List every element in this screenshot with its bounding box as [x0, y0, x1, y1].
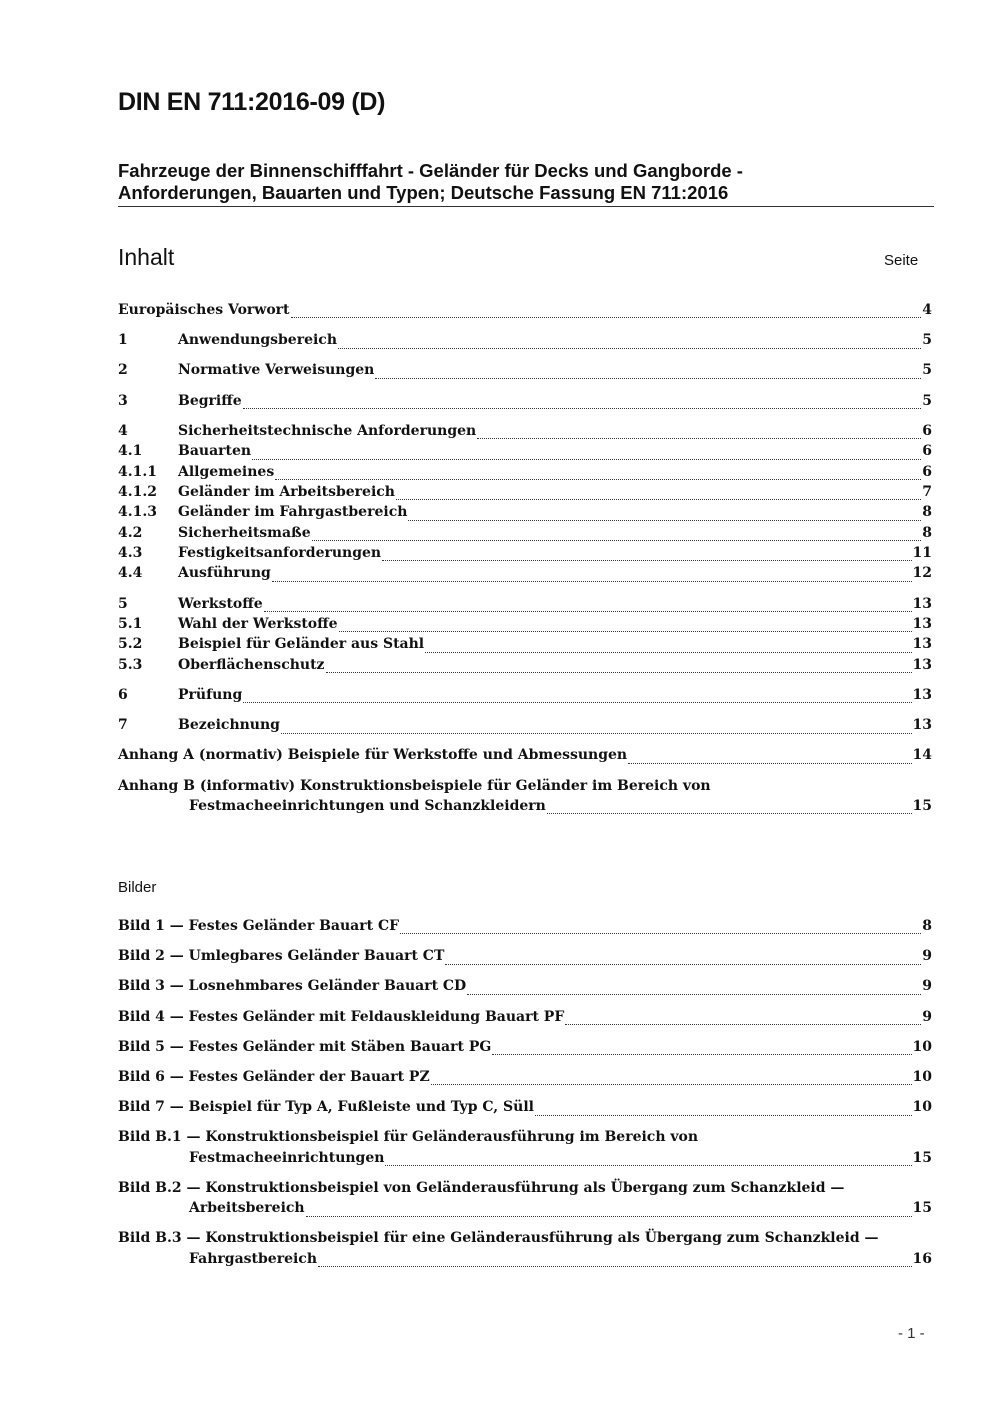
toc-entry-number: 5.2: [118, 636, 143, 653]
page-column-label: Seite: [884, 252, 919, 269]
dot-leader: [243, 407, 922, 409]
dot-leader: [264, 610, 912, 612]
figure-entry-page: 15: [912, 1200, 932, 1217]
toc-entry-number: 4.2: [118, 524, 143, 541]
figure-entry-page: 8: [922, 918, 932, 934]
figure-entry[interactable]: [118, 1099, 932, 1119]
figure-entry-title: Bild 1 — Festes Geländer Bauart CF: [118, 918, 400, 934]
toc-entry-page: 5: [922, 392, 932, 409]
toc-entry-page: 11: [912, 545, 932, 562]
figure-entry[interactable]: [118, 1180, 932, 1221]
figure-entry-title-cont: Fahrgastbereich: [189, 1250, 318, 1267]
toc-entry-page: 6: [922, 443, 932, 460]
figure-entry-title: Bild 6 — Festes Geländer der Bauart PZ: [118, 1068, 430, 1085]
figure-entry-title: Bild 5 — Festes Geländer mit Stäben Bauart PG: [118, 1038, 492, 1055]
dot-leader: [467, 993, 921, 995]
toc-entry[interactable]: [118, 687, 932, 707]
dot-leader: [431, 1083, 912, 1085]
toc-entry-page: 13: [912, 595, 932, 612]
toc-entry[interactable]: [118, 525, 932, 545]
figure-entry-title: Bild B.3 — Konstruktionsbeispiel für eine Geländerausführung als Übergang zum Schanzkleid —: [118, 1230, 879, 1247]
toc-entry[interactable]: [118, 636, 932, 656]
toc-entry-title: Anhang B (informativ) Konstruktionsbeispiele für Geländer im Bereich von: [118, 777, 711, 794]
toc-entry[interactable]: [118, 565, 932, 585]
toc-entry-number: 5.3: [118, 656, 143, 673]
toc-entry-title: Wahl der Werkstoffe: [178, 616, 338, 633]
figure-entry[interactable]: [118, 1129, 932, 1170]
toc-entry-number: 6: [118, 687, 128, 704]
toc-entry-page: 5: [922, 362, 932, 379]
toc-entry[interactable]: [118, 747, 932, 767]
toc-entry[interactable]: [118, 332, 932, 352]
toc-entry-title: Festigkeitsanforderungen: [178, 545, 382, 562]
figure-entry-page: 10: [912, 1068, 932, 1085]
toc-entry-page: 12: [912, 565, 932, 582]
title-line-2: Anforderungen, Bauarten und Typen; Deutsche Fassung EN 711:2016: [118, 182, 729, 203]
figure-entry[interactable]: [118, 948, 932, 968]
dot-leader: [382, 559, 911, 561]
toc-entry-number: 4.3: [118, 545, 143, 562]
figure-entry-title: Bild 4 — Festes Geländer mit Feldauskleidung Bauart PF: [118, 1008, 565, 1025]
dot-leader: [396, 498, 921, 500]
figure-entry-page: 15: [912, 1149, 932, 1166]
dot-leader: [535, 1114, 912, 1116]
dot-leader: [425, 651, 911, 653]
toc-entry-page: 15: [912, 797, 932, 814]
figure-entry-page: 9: [922, 1008, 932, 1025]
toc-entry-title: Anwendungsbereich: [178, 332, 337, 349]
figure-entry-page: 10: [912, 1038, 932, 1055]
toc-entry-number: 1: [118, 332, 128, 349]
figure-entry[interactable]: [118, 1039, 932, 1059]
dot-leader: [492, 1053, 911, 1055]
toc-entry-title: Begriffe: [178, 392, 242, 409]
toc-entry[interactable]: [118, 484, 932, 504]
figure-entry[interactable]: [118, 978, 932, 998]
dot-leader: [385, 1164, 911, 1166]
toc-entry-title: Sicherheitstechnische Anforderungen: [178, 422, 477, 439]
toc-entry-page: 5: [922, 332, 932, 349]
toc-entry-number: 4.1.2: [118, 483, 157, 500]
toc-entry-title: Ausführung: [178, 565, 271, 582]
page-number: - 1 -: [898, 1325, 925, 1342]
dot-leader: [272, 580, 912, 582]
toc-entry-number: 2: [118, 362, 128, 379]
toc-entry-title: Werkstoffe: [178, 595, 263, 612]
figures-heading: Bilder: [118, 879, 157, 896]
toc-entry-number: 5.1: [118, 616, 143, 633]
toc-entry-title: Bezeichnung: [178, 717, 280, 734]
toc-entry-title: Allgemeines: [178, 463, 275, 480]
dot-leader: [408, 519, 921, 521]
toc-entry-number: 4.1.3: [118, 504, 157, 521]
toc-entry[interactable]: [118, 423, 932, 443]
figure-entry-page: 16: [912, 1250, 932, 1267]
toc-entry-number: 4.1.1: [118, 463, 157, 480]
document-id: DIN EN 711:2016-09 (D): [118, 88, 386, 116]
toc-entry[interactable]: [118, 443, 932, 463]
dot-leader: [306, 1215, 912, 1217]
figure-entry[interactable]: [118, 1069, 932, 1089]
toc-entry-page: 6: [922, 422, 932, 439]
toc-entry-page: 13: [912, 656, 932, 673]
toc-entry-page: 8: [922, 504, 932, 521]
toc-entry-title: Geländer im Arbeitsbereich: [178, 483, 395, 500]
list-of-figures: [118, 918, 932, 1271]
figure-entry[interactable]: [118, 1230, 932, 1271]
title-line-1: Fahrzeuge der Binnenschifffahrt - Geländer für Decks und Gangborde -: [118, 160, 743, 181]
toc-entry-page: 13: [912, 616, 932, 633]
toc-entry-number: 3: [118, 392, 128, 409]
figure-entry[interactable]: [118, 918, 932, 938]
dot-leader: [243, 701, 911, 703]
figure-entry-page: 10: [912, 1099, 932, 1116]
toc-entry[interactable]: [118, 717, 932, 737]
figure-entry-page: 9: [922, 978, 932, 995]
dot-leader: [547, 812, 912, 814]
toc-entry-page: 8: [922, 524, 932, 541]
dot-leader: [339, 630, 912, 632]
toc-entry-page: 13: [912, 687, 932, 704]
dot-leader: [445, 963, 921, 965]
toc-entry-title: Bauarten: [178, 443, 252, 460]
figure-entry-page: 9: [922, 948, 932, 965]
dot-leader: [565, 1023, 921, 1025]
table-of-contents: [118, 302, 932, 818]
toc-entry-title: Anhang A (normativ) Beispiele für Werkstoffe und Abmessungen: [118, 747, 628, 764]
toc-entry[interactable]: [118, 504, 932, 524]
figure-entry-title: Bild B.2 — Konstruktionsbeispiel von Geländerausführung als Übergang zum Schanzkleid —: [118, 1179, 845, 1196]
toc-entry-title: Sicherheitsmaße: [178, 524, 311, 541]
figure-entry-title-cont: Arbeitsbereich: [189, 1200, 305, 1217]
toc-entry-page: 4: [922, 302, 932, 318]
toc-entry-page: 6: [922, 463, 932, 480]
dot-leader: [291, 316, 922, 318]
title-rule: [118, 206, 934, 207]
dot-leader: [281, 732, 912, 734]
dot-leader: [375, 377, 921, 379]
toc-entry[interactable]: [118, 362, 932, 382]
toc-entry[interactable]: [118, 616, 932, 636]
toc-entry[interactable]: [118, 596, 932, 616]
toc-entry-title: Prüfung: [178, 687, 243, 704]
toc-entry-page: 7: [922, 483, 932, 500]
figure-entry-title: Bild B.1 — Konstruktionsbeispiel für Geländerausführung im Bereich von: [118, 1129, 699, 1146]
toc-entry[interactable]: [118, 657, 932, 677]
dot-leader: [477, 437, 921, 439]
toc-entry-page: 14: [912, 747, 932, 764]
dot-leader: [318, 1265, 912, 1267]
toc-entry-number: 4.1: [118, 443, 143, 460]
figure-entry-title: Bild 7 — Beispiel für Typ A, Fußleiste und Typ C, Süll: [118, 1099, 534, 1116]
figure-entry-title: Bild 2 — Umlegbares Geländer Bauart CT: [118, 948, 445, 965]
toc-entry-title-cont: Festmacheeinrichtungen und Schanzkleidern: [189, 797, 546, 814]
dot-leader: [400, 932, 921, 934]
contents-heading: Inhalt: [118, 244, 175, 270]
toc-entry[interactable]: [118, 778, 932, 819]
toc-entry[interactable]: [118, 302, 932, 322]
toc-entry-title: Europäisches Vorwort: [118, 302, 290, 318]
toc-entry-number: 4.4: [118, 565, 143, 582]
toc-entry-number: 4: [118, 422, 128, 439]
toc-entry-page: 13: [912, 636, 932, 653]
toc-entry-title: Normative Verweisungen: [178, 362, 375, 379]
document-title: [118, 160, 938, 204]
dot-leader: [338, 347, 921, 349]
toc-entry-number: 7: [118, 717, 128, 734]
dot-leader: [275, 478, 921, 480]
toc-entry-number: 5: [118, 595, 128, 612]
toc-entry[interactable]: [118, 545, 932, 565]
toc-entry-title: Geländer im Fahrgastbereich: [178, 504, 408, 521]
toc-entry-title: Beispiel für Geländer aus Stahl: [178, 636, 425, 653]
figure-entry[interactable]: [118, 1009, 932, 1029]
figure-entry-title-cont: Festmacheeinrichtungen: [189, 1149, 385, 1166]
dot-leader: [628, 762, 911, 764]
toc-entry-title: Oberflächenschutz: [178, 656, 325, 673]
dot-leader: [252, 458, 921, 460]
toc-entry[interactable]: [118, 464, 932, 484]
toc-entry-page: 13: [912, 717, 932, 734]
toc-entry[interactable]: [118, 393, 932, 413]
dot-leader: [312, 539, 922, 541]
dot-leader: [326, 671, 912, 673]
figure-entry-title: Bild 3 — Losnehmbares Geländer Bauart CD: [118, 978, 467, 995]
